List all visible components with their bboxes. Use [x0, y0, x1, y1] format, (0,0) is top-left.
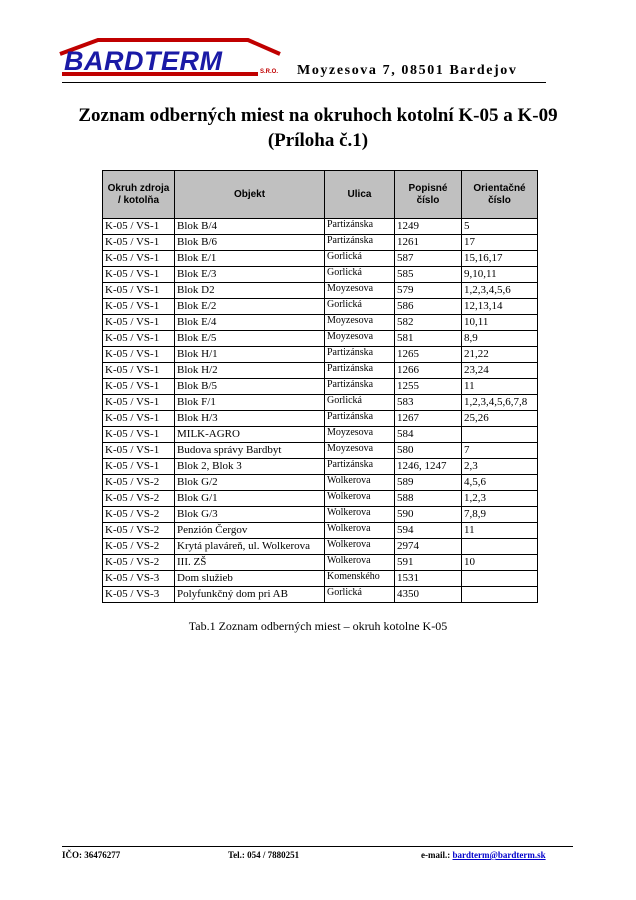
column-header-circuit: Okruh zdroja / kotolňa — [103, 171, 175, 219]
table-row — [103, 331, 538, 347]
cell-object: Blok D2 — [175, 283, 325, 299]
cell-street: Wolkerova — [325, 555, 395, 571]
table-row — [103, 315, 538, 331]
cell-circuit: K-05 / VS-1 — [103, 395, 175, 411]
cell-orientation-number: 1,2,3,4,5,6 — [462, 283, 538, 299]
cell-street: Partizánska — [325, 459, 395, 475]
cell-descriptive-number: 582 — [395, 315, 462, 331]
cell-object: Blok F/1 — [175, 395, 325, 411]
cell-object: Blok E/2 — [175, 299, 325, 315]
cell-circuit: K-05 / VS-1 — [103, 443, 175, 459]
cell-orientation-number: 21,22 — [462, 347, 538, 363]
cell-circuit: K-05 / VS-1 — [103, 299, 175, 315]
footer-email — [421, 850, 546, 860]
cell-descriptive-number: 588 — [395, 491, 462, 507]
cell-object: Blok B/6 — [175, 235, 325, 251]
cell-circuit: K-05 / VS-1 — [103, 363, 175, 379]
cell-street: Gorlická — [325, 251, 395, 267]
cell-street: Partizánska — [325, 235, 395, 251]
cell-street: Moyzesova — [325, 315, 395, 331]
table-row — [103, 379, 538, 395]
table-row — [103, 539, 538, 555]
table-row — [103, 459, 538, 475]
cell-object: Polyfunkčný dom pri AB — [175, 587, 325, 603]
cell-object: Blok H/2 — [175, 363, 325, 379]
cell-circuit: K-05 / VS-1 — [103, 283, 175, 299]
cell-descriptive-number: 1266 — [395, 363, 462, 379]
cell-circuit: K-05 / VS-3 — [103, 571, 175, 587]
cell-street: Partizánska — [325, 347, 395, 363]
table-row — [103, 427, 538, 443]
table-row — [103, 571, 538, 587]
cell-orientation-number: 10,11 — [462, 315, 538, 331]
cell-descriptive-number: 1265 — [395, 347, 462, 363]
title-line-1: Zoznam odberných miest na okruhoch kotolní K-05 a K-09 — [78, 105, 558, 126]
cell-circuit: K-05 / VS-1 — [103, 251, 175, 267]
cell-circuit: K-05 / VS-1 — [103, 219, 175, 235]
table-row — [103, 523, 538, 539]
table-row — [103, 251, 538, 267]
cell-object: Krytá plaváreň, ul. Wolkerova — [175, 539, 325, 555]
cell-circuit: K-05 / VS-2 — [103, 491, 175, 507]
table-row — [103, 299, 538, 315]
cell-orientation-number: 4,5,6 — [462, 475, 538, 491]
cell-descriptive-number: 1249 — [395, 219, 462, 235]
cell-descriptive-number: 579 — [395, 283, 462, 299]
column-header-object: Objekt — [175, 171, 325, 219]
cell-circuit: K-05 / VS-2 — [103, 539, 175, 555]
cell-object: Blok E/1 — [175, 251, 325, 267]
table-row — [103, 491, 538, 507]
company-logo — [58, 38, 288, 80]
table-row — [103, 395, 538, 411]
cell-descriptive-number: 584 — [395, 427, 462, 443]
cell-orientation-number — [462, 539, 538, 555]
cell-descriptive-number: 589 — [395, 475, 462, 491]
cell-descriptive-number: 1261 — [395, 235, 462, 251]
cell-circuit: K-05 / VS-1 — [103, 267, 175, 283]
logo-suffix: S.R.O. — [260, 69, 279, 75]
footer-email-label: e-mail.: — [421, 850, 451, 860]
cell-street: Gorlická — [325, 299, 395, 315]
cell-street: Partizánska — [325, 411, 395, 427]
table-body — [103, 219, 538, 603]
cell-circuit: K-05 / VS-1 — [103, 379, 175, 395]
cell-object: III. ZŠ — [175, 555, 325, 571]
footer-email-link[interactable]: bardterm@bardterm.sk — [452, 850, 546, 860]
cell-street: Gorlická — [325, 267, 395, 283]
cell-circuit: K-05 / VS-2 — [103, 475, 175, 491]
cell-street: Partizánska — [325, 363, 395, 379]
cell-orientation-number: 25,26 — [462, 411, 538, 427]
cell-street: Wolkerova — [325, 491, 395, 507]
cell-circuit: K-05 / VS-1 — [103, 459, 175, 475]
cell-descriptive-number: 2974 — [395, 539, 462, 555]
cell-object: Blok B/5 — [175, 379, 325, 395]
footer-phone: Tel.: 054 / 7880251 — [228, 850, 300, 860]
cell-street: Moyzesova — [325, 427, 395, 443]
page-title — [0, 103, 636, 153]
cell-object: Blok H/1 — [175, 347, 325, 363]
cell-orientation-number — [462, 427, 538, 443]
table-caption: Tab.1 Zoznam odberných miest – okruh kotolne K-05 — [188, 619, 448, 633]
cell-descriptive-number: 594 — [395, 523, 462, 539]
cell-object: Dom služieb — [175, 571, 325, 587]
cell-street: Komenského — [325, 571, 395, 587]
cell-descriptive-number: 590 — [395, 507, 462, 523]
table-row — [103, 347, 538, 363]
cell-descriptive-number: 1531 — [395, 571, 462, 587]
logo-text: BARDTERM — [64, 46, 223, 76]
cell-object: Blok G/2 — [175, 475, 325, 491]
footer-divider — [62, 846, 573, 847]
cell-street: Wolkerova — [325, 523, 395, 539]
cell-object: Blok G/1 — [175, 491, 325, 507]
cell-object: Budova správy Bardbyt — [175, 443, 325, 459]
table-row — [103, 363, 538, 379]
column-header-street: Ulica — [325, 171, 395, 219]
table-row — [103, 443, 538, 459]
cell-orientation-number: 11 — [462, 523, 538, 539]
cell-object: Blok E/4 — [175, 315, 325, 331]
cell-orientation-number: 12,13,14 — [462, 299, 538, 315]
footer-ico: IČO: 36476277 — [62, 850, 121, 860]
cell-street: Moyzesova — [325, 443, 395, 459]
table-row — [103, 219, 538, 235]
cell-orientation-number: 2,3 — [462, 459, 538, 475]
table-row — [103, 507, 538, 523]
cell-street: Gorlická — [325, 587, 395, 603]
cell-circuit: K-05 / VS-1 — [103, 331, 175, 347]
cell-object: Blok G/3 — [175, 507, 325, 523]
cell-street: Moyzesova — [325, 331, 395, 347]
cell-descriptive-number: 586 — [395, 299, 462, 315]
cell-orientation-number: 15,16,17 — [462, 251, 538, 267]
cell-orientation-number: 10 — [462, 555, 538, 571]
cell-circuit: K-05 / VS-1 — [103, 235, 175, 251]
column-header-orientation-number: Orientačné číslo — [462, 171, 538, 219]
cell-descriptive-number: 1267 — [395, 411, 462, 427]
delivery-points-table — [102, 170, 538, 603]
cell-street: Wolkerova — [325, 539, 395, 555]
cell-object: Blok B/4 — [175, 219, 325, 235]
cell-object: Blok E/3 — [175, 267, 325, 283]
cell-orientation-number: 9,10,11 — [462, 267, 538, 283]
table-row — [103, 283, 538, 299]
table-row — [103, 411, 538, 427]
cell-orientation-number: 11 — [462, 379, 538, 395]
cell-object: Blok 2, Blok 3 — [175, 459, 325, 475]
cell-street: Partizánska — [325, 379, 395, 395]
table-row — [103, 235, 538, 251]
cell-descriptive-number: 591 — [395, 555, 462, 571]
table-header-row — [103, 171, 538, 219]
cell-descriptive-number: 585 — [395, 267, 462, 283]
cell-circuit: K-05 / VS-1 — [103, 427, 175, 443]
cell-object: Penzión Čergov — [175, 523, 325, 539]
cell-circuit: K-05 / VS-2 — [103, 523, 175, 539]
cell-orientation-number: 7,8,9 — [462, 507, 538, 523]
cell-descriptive-number: 1255 — [395, 379, 462, 395]
cell-orientation-number: 1,2,3,4,5,6,7,8 — [462, 395, 538, 411]
title-line-2: (Príloha č.1) — [267, 130, 369, 151]
cell-street: Partizánska — [325, 219, 395, 235]
table-row — [103, 267, 538, 283]
cell-circuit: K-05 / VS-1 — [103, 347, 175, 363]
cell-descriptive-number: 583 — [395, 395, 462, 411]
cell-descriptive-number: 581 — [395, 331, 462, 347]
cell-object: Blok E/5 — [175, 331, 325, 347]
cell-circuit: K-05 / VS-3 — [103, 587, 175, 603]
cell-orientation-number: 1,2,3 — [462, 491, 538, 507]
table-row — [103, 587, 538, 603]
cell-street: Gorlická — [325, 395, 395, 411]
cell-orientation-number — [462, 587, 538, 603]
cell-orientation-number: 8,9 — [462, 331, 538, 347]
column-header-descriptive-number: Popisné číslo — [395, 171, 462, 219]
table-row — [103, 555, 538, 571]
cell-street: Moyzesova — [325, 283, 395, 299]
cell-circuit: K-05 / VS-2 — [103, 507, 175, 523]
company-address: Moyzesova 7, 08501 Bardejov — [297, 63, 518, 78]
cell-circuit: K-05 / VS-2 — [103, 555, 175, 571]
header-divider — [62, 82, 546, 83]
cell-circuit: K-05 / VS-1 — [103, 411, 175, 427]
cell-orientation-number — [462, 571, 538, 587]
cell-object: MILK-AGRO — [175, 427, 325, 443]
cell-descriptive-number: 1246, 1247 — [395, 459, 462, 475]
cell-street: Wolkerova — [325, 475, 395, 491]
cell-object: Blok H/3 — [175, 411, 325, 427]
cell-descriptive-number: 4350 — [395, 587, 462, 603]
cell-descriptive-number: 587 — [395, 251, 462, 267]
cell-orientation-number: 5 — [462, 219, 538, 235]
cell-orientation-number: 23,24 — [462, 363, 538, 379]
cell-descriptive-number: 580 — [395, 443, 462, 459]
cell-orientation-number: 7 — [462, 443, 538, 459]
cell-circuit: K-05 / VS-1 — [103, 315, 175, 331]
table-row — [103, 475, 538, 491]
cell-street: Wolkerova — [325, 507, 395, 523]
cell-orientation-number: 17 — [462, 235, 538, 251]
